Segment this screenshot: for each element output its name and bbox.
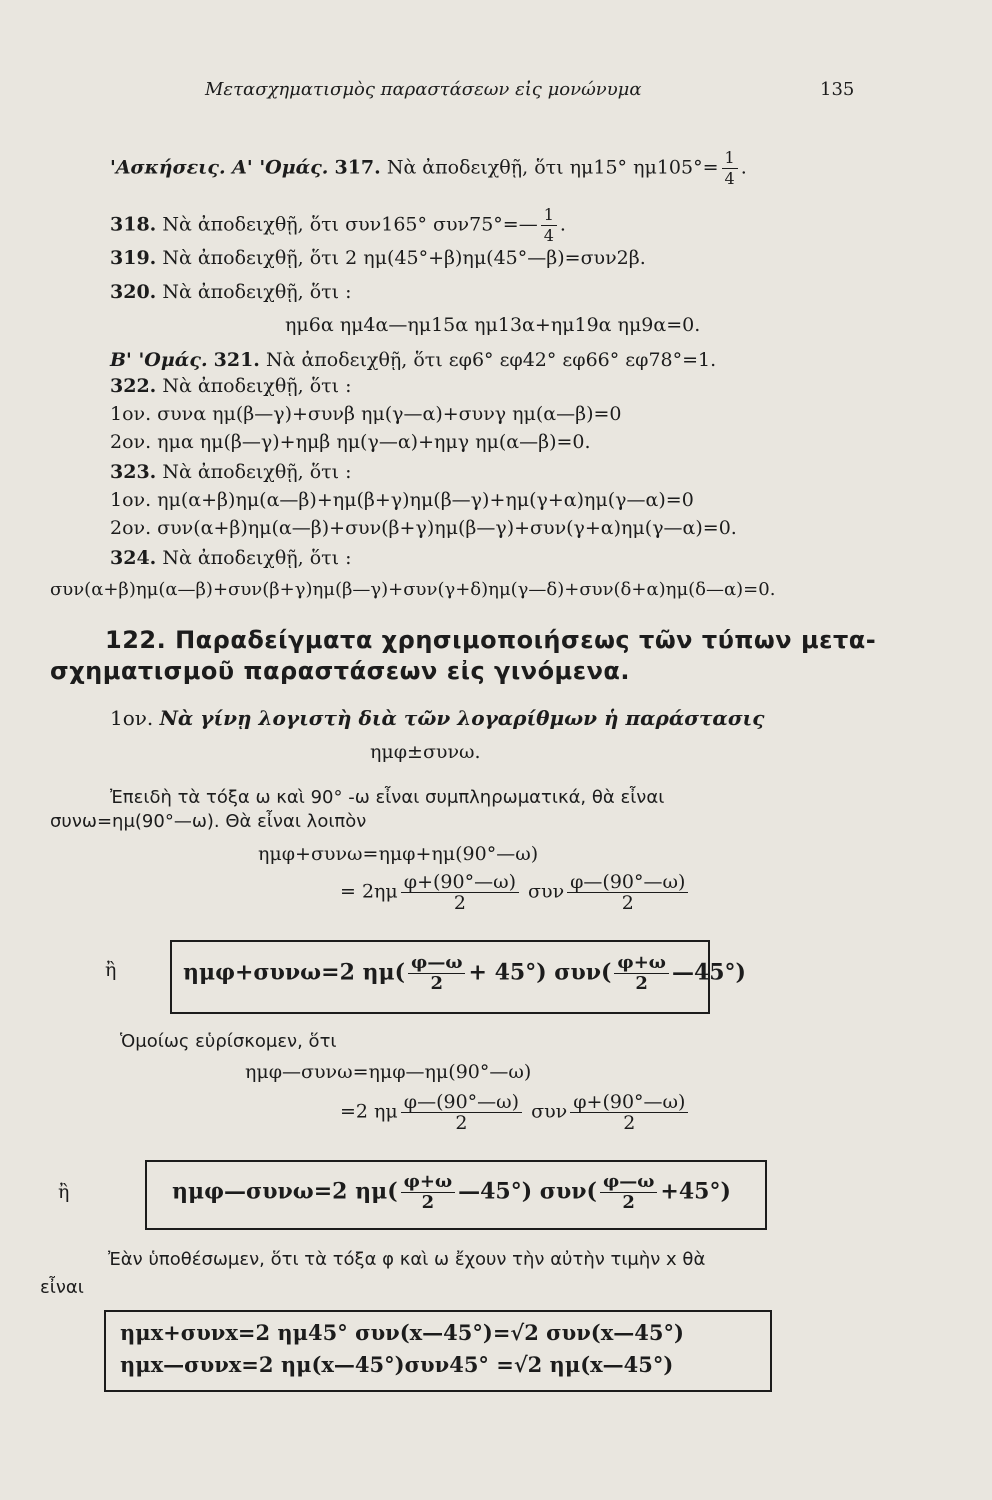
exercise-text: Νὰ ἀποδειχθῇ, ὅτι 2 ημ(45°+β)ημ(45°—β)=συν2β. [162, 247, 646, 269]
paragraph-3-line2: εἶναι [40, 1277, 84, 1298]
exercise-318: 318. Νὰ ἀποδειχθῇ, ὅτι συν165° συν75°=— $\frac{1}{4}$ . [110, 205, 566, 245]
fraction [401, 872, 519, 913]
exercise-number: 322. [110, 375, 157, 397]
group-b-label: Β' 'Ομάς. [110, 349, 208, 371]
equation-3: ημφ—συνω=ημφ—ημ(90°—ω) [245, 1061, 532, 1083]
box-part: + 45°) συν( [468, 959, 612, 986]
exercise-320 [110, 280, 352, 304]
fraction [567, 872, 688, 913]
exercise-text: Νὰ ἀποδειχθῇ, ὅτι : [162, 547, 352, 569]
fraction-denominator: 4 [724, 169, 735, 188]
boxed-formula-3-line1: ημx+συνx=2 ημ45° συν(x—45°)=√2 συν(x—45°) [120, 1320, 684, 1345]
exercise-number: 318. [110, 213, 157, 236]
fraction-denominator: 2 [421, 1192, 435, 1213]
equation-2 [340, 872, 691, 913]
exercise-320-formula: ημ6α ημ4α—ημ15α ημ13α+ημ19α ημ9α=0. [285, 314, 701, 336]
fraction-denominator: 2 [453, 892, 466, 914]
section-title-line2: σχηματισμοῦ παραστάσεων εἰς γινόμενα. [50, 657, 631, 685]
exercise-text: Νὰ ἀποδειχθῇ, ὅτι : [162, 281, 352, 303]
exercise-322-part2: 2ον. ημα ημ(β—γ)+ημβ ημ(γ—α)+ημγ ημ(α—β)=0. [110, 431, 591, 453]
eq-prefix: = 2ημ [340, 880, 398, 903]
box-part: ημφ—συνω=2 ημ( [172, 1178, 398, 1205]
fraction-denominator: 2 [623, 1112, 636, 1134]
exercise-text: Νὰ ἀποδειχθῇ, ὅτι εφ6° εφ42° εφ66° εφ78°=1. [265, 349, 717, 371]
exercise-number: 324. [110, 547, 157, 569]
exercise-324-formula: συν(α+β)ημ(α—β)+συν(β+γ)ημ(β—γ)+συν(γ+δ)ημ(γ—δ)+συν(δ+α)ημ(δ—α)=0. [50, 579, 776, 600]
fraction-numerator: φ—(90°—ω) [401, 1092, 522, 1113]
exercise-319 [110, 246, 646, 270]
exercise-number: 319. [110, 247, 157, 269]
equation-1: ημφ+συνω=ημφ+ημ(90°—ω) [258, 843, 539, 865]
boxed-formula-1-content [183, 953, 746, 994]
running-title: Μετασχηματισμὸς παραστάσεων εἰς μονώνυμα [205, 79, 642, 100]
page-number: 135 [820, 79, 855, 100]
exercise-text: Νὰ ἀποδειχθῇ, ὅτι : [162, 375, 352, 397]
item-text: Νὰ γίνῃ λογιστὴ διὰ τῶν λογαρίθμων ἡ παράστασις [159, 706, 765, 730]
exercise-text: Νὰ ἀποδειχθῇ, ὅτι : [162, 461, 352, 483]
fraction-denominator: 2 [621, 892, 634, 914]
fraction [408, 953, 465, 994]
fraction [401, 1092, 522, 1133]
eq-prefix: =2 ημ [340, 1100, 398, 1123]
exercise-number: 320. [110, 281, 157, 303]
group-a-label: 'Ασκήσεις. Α' 'Ομάς. [110, 156, 329, 179]
paragraph-1-line1: Ἐπειδὴ τὰ τόξα ω καὶ 90° -ω εἶναι συμπληρωματικά, θὰ εἶναι [110, 787, 665, 808]
eta-label-2: ἢ [58, 1181, 70, 1203]
fraction-denominator: 2 [635, 973, 648, 994]
item1-formula: ημφ±συνω. [370, 741, 481, 763]
fraction-numerator: φ+(90°—ω) [401, 872, 519, 893]
section-title-line1: 122. Παραδείγματα χρησιμοποιήσεως τῶν τύπων μετα- [105, 626, 877, 654]
box-part: +45°) [660, 1178, 731, 1205]
eq-mid: συν [528, 880, 565, 903]
paragraph-3-line1: Ἐὰν ὑποθέσωμεν, ὅτι τὰ τόξα φ καὶ ω ἔχουν τὴν αὐτὴν τιμὴν x θὰ [108, 1249, 706, 1270]
fraction [600, 1172, 657, 1213]
exercise-317: 'Ασκήσεις. Α' 'Ομάς. 317. Νὰ ἀποδειχθῇ, ὅτι ημ15° ημ105°= $\frac{1}{4}$ . [110, 148, 747, 188]
exercise-322-part1: 1ον. συνα ημ(β—γ)+συνβ ημ(γ—α)+συνγ ημ(α—β)=0 [110, 403, 622, 425]
item-label: 1ον. [110, 706, 154, 730]
fraction-numerator: 1 [541, 205, 557, 226]
exercise-324 [110, 546, 352, 570]
fraction-numerator: 1 [722, 148, 738, 169]
exercise-number: 317. [334, 156, 381, 179]
fraction-denominator: 2 [622, 1192, 635, 1213]
fraction [722, 148, 738, 189]
fraction [614, 953, 669, 994]
paragraph-2: Ὁμοίως εὑρίσκομεν, ὅτι [120, 1031, 337, 1052]
fraction-numerator: φ+(90°—ω) [570, 1092, 688, 1113]
boxed-formula-3-line2: ημx—συνx=2 ημ(x—45°)συν45° =√2 ημ(x—45°) [120, 1352, 674, 1377]
fraction-numerator: φ—ω [600, 1172, 657, 1193]
fraction-numerator: φ—ω [408, 953, 465, 974]
exercise-text: Νὰ ἀποδειχθῇ, ὅτι συν165° συν75°=— [162, 213, 538, 236]
exercise-323-part2: 2ον. συν(α+β)ημ(α—β)+συν(β+γ)ημ(β—γ)+συν(γ+α)ημ(γ—α)=0. [110, 517, 737, 539]
fraction-numerator: φ+ω [401, 1172, 456, 1193]
eq-mid: συν [531, 1100, 568, 1123]
boxed-formula-2-content [172, 1172, 731, 1213]
fraction [570, 1092, 688, 1133]
fraction [401, 1172, 456, 1213]
box-part: ημφ+συνω=2 ημ( [183, 959, 406, 986]
fraction-denominator: 4 [543, 226, 554, 245]
eta-label: ἢ [105, 959, 117, 981]
paragraph-1-line2: συνω=ημ(90°—ω). Θὰ εἶναι λοιπὸν [50, 811, 367, 832]
box-part: —45°) [671, 959, 746, 986]
equation-4 [340, 1092, 691, 1133]
fraction [541, 205, 557, 246]
fraction-denominator: 2 [455, 1112, 468, 1134]
exercise-number: 321. [213, 349, 260, 371]
box-part: —45°) συν( [458, 1178, 597, 1205]
exercise-322 [110, 374, 352, 398]
fraction-numerator: φ+ω [614, 953, 669, 974]
item1-heading [110, 706, 764, 730]
exercise-323-part1: 1ον. ημ(α+β)ημ(α—β)+ημ(β+γ)ημ(β—γ)+ημ(γ+α)ημ(γ—α)=0 [110, 489, 694, 511]
exercise-number: 323. [110, 461, 157, 483]
fraction-numerator: φ—(90°—ω) [567, 872, 688, 893]
exercise-323 [110, 460, 352, 484]
exercise-text: Νὰ ἀποδειχθῇ, ὅτι ημ15° ημ105°= [386, 156, 719, 179]
fraction-denominator: 2 [430, 973, 444, 994]
exercise-321 [110, 348, 716, 372]
